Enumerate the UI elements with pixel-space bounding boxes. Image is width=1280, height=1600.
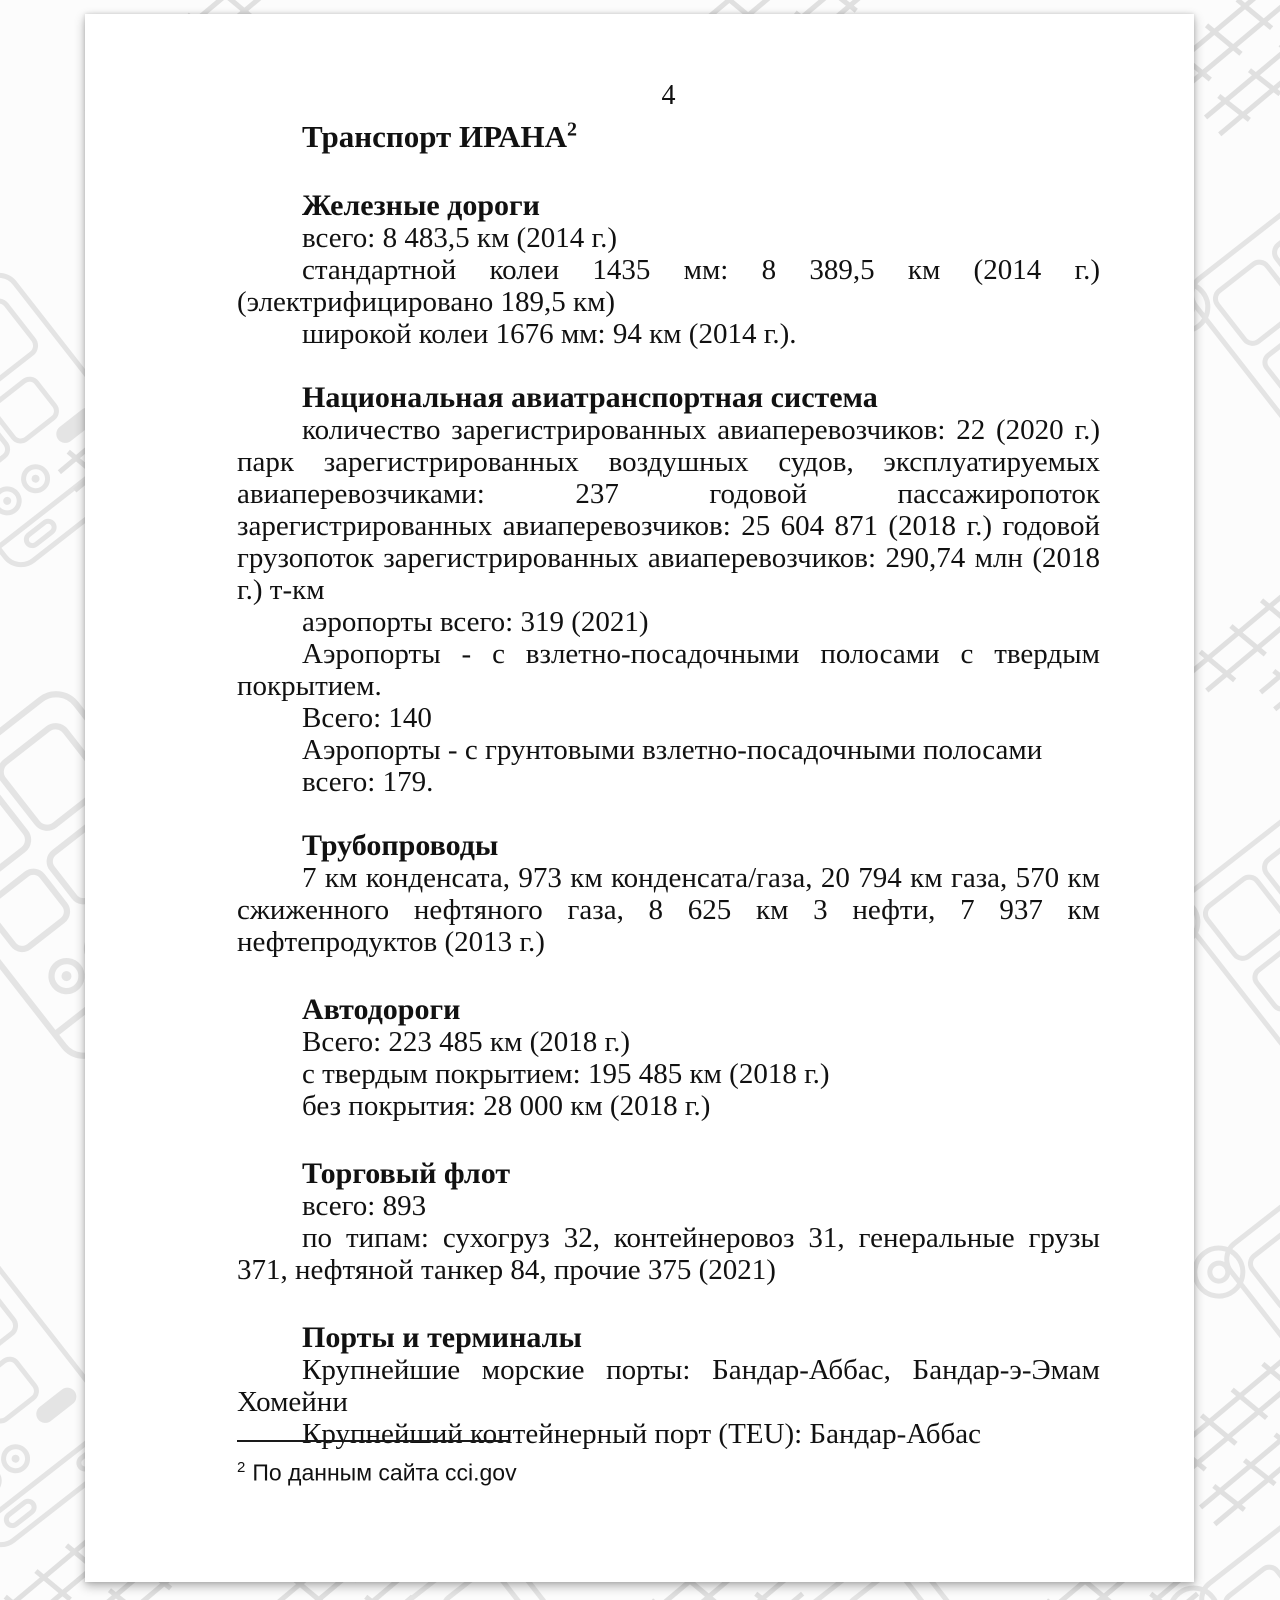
paragraph: Аэропорты - с взлетно-посадочными полосами с твердым покрытием. — [237, 638, 1100, 702]
document-title-text: Транспорт ИРАНА — [302, 119, 567, 154]
document-content — [237, 80, 1100, 1450]
section-heading-ports: Порты и терминалы — [302, 1321, 582, 1354]
railway-tracks-icon — [1185, 510, 1280, 741]
paragraph: Аэропорты - с грунтовыми взлетно-посадочными полосами — [302, 734, 1043, 766]
paragraph: количество зарегистрированных авиаперевозчиков: 22 (2020 г.) парк зарегистрированных воздушных судов, эксплуатируемых авиаперевозчиками: 237 годовой пассажиропоток зарегистрированных авиаперевозчиков: 25 604 871 (2018 г.) годовой грузопоток зарегистрированных авиаперевозчиков: 290,74 млн (2018 г.) т-км — [237, 414, 1100, 606]
footnote-separator — [237, 1440, 509, 1442]
section-heading-railways: Железные дороги — [302, 189, 540, 222]
paragraph: Всего: 140 — [302, 702, 432, 734]
paragraph: широкой колеи 1676 мм: 94 км (2014 г.). — [302, 318, 797, 350]
footnote-reference: 2 — [567, 118, 577, 141]
paragraph: всего: 893 — [302, 1190, 427, 1222]
paragraph: аэропорты всего: 319 (2021) — [302, 606, 649, 638]
footnote — [237, 1440, 517, 1487]
paragraph: без покрытия: 28 000 км (2018 г.) — [302, 1090, 711, 1122]
paragraph: 7 км конденсата, 973 км конденсата/газа, 20 794 км газа, 570 км сжиженного нефтяного газа, 8 625 км 3 нефти, 7 937 км нефтепродуктов (2013 г.) — [237, 862, 1100, 958]
paragraph: стандартной колеи 1435 мм: 8 389,5 км (2014 г.) (электрифицировано 189,5 км) — [237, 254, 1100, 318]
paragraph: всего: 8 483,5 км (2014 г.) — [302, 222, 617, 254]
section-heading-merchant-fleet: Торговый флот — [302, 1157, 511, 1190]
paragraph: Крупнейшие морские порты: Бандар-Аббас, Бандар-э-Эмам Хомейни — [237, 1354, 1100, 1418]
document-title — [237, 118, 1100, 156]
paragraph: всего: 179. — [302, 766, 434, 798]
footnote-text — [237, 1454, 517, 1487]
paragraph: с твердым покрытием: 195 485 км (2018 г.) — [302, 1058, 830, 1090]
footnote-body: По данным сайта cci.gov — [252, 1459, 517, 1486]
footnote-ref-mark: 2 — [237, 1459, 246, 1476]
paragraph: Крупнейший контейнерный порт (TEU): Бандар-Аббас — [302, 1418, 981, 1450]
section-heading-aviation: Национальная авиатранспортная система — [302, 381, 878, 414]
document-page — [85, 14, 1194, 1582]
paragraph: по типам: сухогруз 32, контейнеровоз 31, генеральные грузы 371, нефтяной танкер 84, прочие 375 (2021) — [237, 1222, 1100, 1286]
section-heading-pipelines: Трубопроводы — [302, 829, 499, 862]
paragraph: Всего: 223 485 км (2018 г.) — [302, 1026, 631, 1058]
train-front-icon — [1185, 1139, 1280, 1474]
section-heading-roads: Автодороги — [302, 993, 461, 1026]
page-number: 4 — [661, 80, 676, 111]
